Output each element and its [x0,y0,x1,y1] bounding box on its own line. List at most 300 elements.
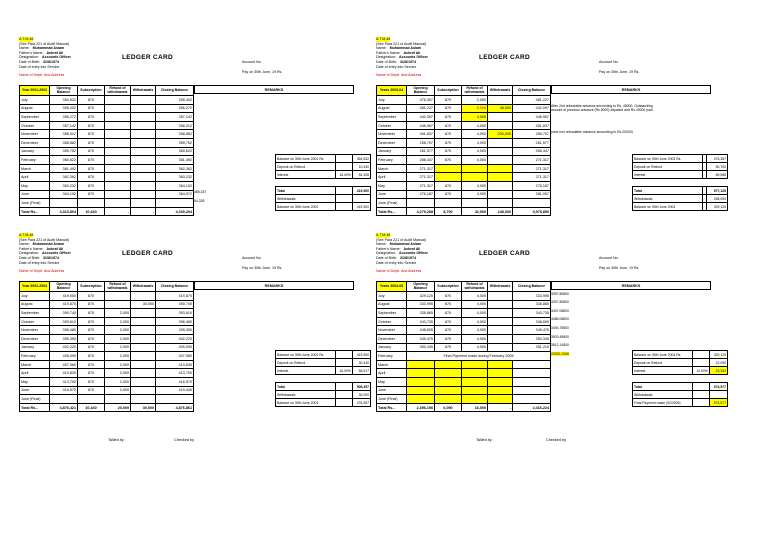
father-row-value: Ashraf Ali [403,246,421,251]
value-cell: 419,870 [156,292,194,301]
summary-row [276,399,371,407]
table-row [377,138,551,147]
column-header: Closing Balance [513,86,551,96]
ledger-table [19,85,194,216]
account-no-label: Account No. [242,256,262,260]
ledger-card-title: LEDGER CARD [122,250,173,257]
month-cell: October [20,121,50,130]
value-cell [105,121,131,130]
table-row [377,360,551,369]
value-cell [131,199,156,208]
father-row-label: Father's Name: [376,246,401,251]
summary-cell: Deposit on Refund [633,359,693,367]
value-cell: 271,317 [513,156,551,165]
table-row [377,130,551,139]
total-row [20,207,194,216]
value-cell: 271,317 [407,181,435,190]
table-row [20,199,194,208]
value-cell [407,199,435,208]
value-cell: 2,000 [105,377,131,386]
pay-label: Pay on 30th June, 19 Rs. [242,70,283,74]
value-cell [105,292,131,301]
father-row-value: Ashraf Ali [403,50,421,55]
value-cell: 870 [78,113,105,122]
summary-cell [706,179,727,187]
month-cell: Total Rs... [20,207,50,216]
value-cell [105,156,131,165]
table-row [377,164,551,173]
value-cell: 4,000 [462,300,488,309]
value-cell [513,386,551,395]
summary-row [276,171,371,179]
name-row-label: Name: [19,46,30,51]
value-cell [513,369,551,378]
value-cell [435,164,462,173]
summary-cell: Withdrawals [633,195,703,203]
panel-header [19,37,359,83]
value-cell: 360,622 [156,147,194,156]
ledger-panel-bl [19,233,369,410]
value-cell: 4,000 [462,309,488,318]
value-cell: 6,090 [435,403,462,412]
rule-line: (See Para 221 of Audit Manual) [376,237,427,242]
name-row-value: Muhammad Aslam [389,242,422,247]
ledger-card-title: LEDGER CARD [479,54,530,61]
value-cell [462,395,488,404]
footer-right-checked: Checked by [546,438,567,442]
rule-line: (See Para 221 of Audit Manual) [376,41,427,46]
footer-right-tallied: Tallied by [476,438,492,442]
summary-cell [692,375,709,383]
value-cell: 20,000 [105,403,131,412]
month-cell: July [377,96,407,105]
value-cell: 2,000 [105,309,131,318]
value-cell [407,395,435,404]
value-cell [131,377,156,386]
value-cell: 361,492 [50,164,78,173]
value-cell: 4,000 [462,138,488,147]
value-cell [462,369,488,378]
summary-cell [709,375,727,383]
dept-line: Name of Deptt. And Address [19,73,65,78]
value-cell: 2,000 [105,386,131,395]
balance-summary [275,154,371,211]
table-row [377,395,551,404]
value-cell [131,173,156,182]
month-cell: June [20,386,50,395]
summary-cell [335,375,352,383]
summary-row [276,179,371,187]
summary-cell: Interest [633,367,693,375]
value-cell: 4,876,861 [156,403,194,412]
value-cell: 357,142 [50,121,78,130]
summary-row [276,163,371,171]
dob-row-value: 3/28/1974 [399,255,416,260]
remark-text: 54,328 [194,198,205,203]
table-header-row [20,86,194,96]
summary-cell: Balance on 30th June 2002 Rs. [276,351,336,359]
month-cell: June (Final) [377,395,407,404]
value-cell: 343,735 [513,309,551,318]
table-row [377,386,551,395]
summary-cell [692,359,709,367]
summary-row [633,203,728,211]
value-cell [131,334,156,343]
summary-cell: 354,532 [352,155,370,163]
table-row [377,334,551,343]
ledger-panel-br [376,233,726,410]
value-cell: - [105,207,131,216]
value-cell: 4,000 [462,190,488,199]
table-row [20,96,194,105]
value-cell: 442,097 [513,104,551,113]
value-cell [131,386,156,395]
value-cell: 4,330,204 [156,207,194,216]
value-cell: 359,752 [156,138,194,147]
dob-row-value: 3/28/1974 [42,255,59,260]
column-header: Year 2002-2003 [20,282,50,292]
value-cell: 261,577 [407,147,435,156]
summary-cell: Balance on 30th June 2003 Rs. [633,155,703,163]
month-cell: Total Rs... [20,403,50,412]
month-cell: March [20,360,50,369]
summary-row [633,359,728,367]
month-cell: September [20,309,50,318]
ledger-card-title: LEDGER CARD [479,250,530,257]
value-cell [131,121,156,130]
value-cell: 2,416,224 [513,403,551,412]
table-row [20,326,194,335]
value-cell [488,138,513,147]
value-cell [488,343,513,352]
table-row [20,190,194,199]
table-row [377,352,551,361]
summary-cell [352,179,370,187]
value-cell [105,104,131,113]
value-cell: 419,440 [156,386,194,395]
value-cell: 870 [78,121,105,130]
value-cell: 396,480 [156,317,194,326]
month-cell: March [377,360,407,369]
value-cell [488,377,513,386]
value-cell [407,360,435,369]
value-cell: 348,605 [407,326,435,335]
value-cell: 870 [435,317,462,326]
month-cell: Total Rs... [377,403,407,412]
table-row [377,309,551,318]
summary-row [633,163,728,171]
summary-cell [633,375,693,383]
value-cell: 870 [78,147,105,156]
value-cell: 357,142 [156,113,194,122]
table-row [20,121,194,130]
panel-header [376,37,716,83]
value-cell: 870 [78,343,105,352]
pay-label: Pay on 30th June, 19 Rs. [599,70,640,74]
value-cell [78,199,105,208]
summary-row [633,195,728,203]
account-no-label: Account No. [599,256,619,260]
balance-summary [632,350,728,407]
summary-cell [709,391,727,399]
designation-row-value: Accounts Officer [41,251,71,256]
value-cell: 356,272 [50,113,78,122]
value-cell: 2,000 [105,360,131,369]
dob-row-label: Date of Birth: [19,59,40,64]
table-row [377,377,551,386]
month-cell: Total Rs... [377,207,407,216]
value-cell: 271,317 [407,164,435,173]
rule-line: (See Para 221 of Audit Manual) [19,237,70,242]
value-cell [513,377,551,386]
table-row [20,352,194,361]
value-cell: 870 [78,190,105,199]
remarks-header: REMARKS [194,281,354,290]
value-cell: 870 [78,326,105,335]
summary-row [276,187,371,195]
remark-text: 3397.80800 [551,291,569,296]
dob-row-value: 3/28/1974 [42,59,59,64]
value-cell: 10,440 [78,207,105,216]
table-row [377,190,551,199]
summary-cell: Deposit on Refund [276,163,336,171]
value-cell [131,156,156,165]
summary-cell: Total [633,187,703,195]
value-cell [131,104,156,113]
month-cell: September [377,113,407,122]
value-cell [488,173,513,182]
summary-cell: Total [276,383,336,391]
column-header: Refund of withdrawals [105,282,131,292]
value-cell: - [131,207,156,216]
value-cell [131,292,156,301]
value-cell: 390,740 [50,309,78,318]
value-cell [105,199,131,208]
value-cell: 359,752 [50,147,78,156]
value-cell [513,395,551,404]
month-cell: July [20,96,50,105]
summary-cell: Interest [276,171,336,179]
value-cell: 870 [78,309,105,318]
name-row-value: Muhammad Aslam [32,242,65,247]
value-cell [131,343,156,352]
summary-cell: 419,300 [352,351,370,359]
month-cell: November [377,130,407,139]
month-cell: June (Final) [377,199,407,208]
value-cell: 256,707 [513,130,551,139]
summary-cell [335,359,352,367]
value-cell: 419,000 [50,292,78,301]
value-cell: 390,740 [156,300,194,309]
summary-cell [335,391,352,399]
value-cell [131,96,156,105]
table-row [20,395,194,404]
value-cell: 2,000 [105,352,131,361]
value-cell [488,164,513,173]
summary-cell [335,187,352,195]
value-cell: 281,057 [513,190,551,199]
remark-text: After 2nd refundable advance amounting to Rs. 48000. Outstanding [551,104,653,109]
month-cell: October [377,121,407,130]
value-cell: 350,345 [407,343,435,352]
month-cell: July [20,292,50,301]
summary-row [276,391,371,399]
value-cell [131,317,156,326]
value-cell: 870 [78,96,105,105]
value-cell [435,360,462,369]
month-cell: January [377,343,407,352]
month-cell: August [20,300,50,309]
value-cell: 30,000 [131,403,156,412]
summary-cell: 476,357 [352,399,370,407]
remark-text: 385,187 [194,190,207,195]
value-cell: 364,102 [156,181,194,190]
value-cell: 8,000 [462,104,488,113]
footer-left-tallied: Tallied by [108,438,124,442]
value-cell: 364,102 [50,190,78,199]
entry-line: Date of entry into Service [19,260,60,265]
month-cell: April [20,369,50,378]
entry-line: Date of entry into Service [376,260,417,265]
account-no-label: Account No. [599,60,619,64]
remark-text: 3486.06800 [551,317,569,322]
column-header: Opening Balance [50,282,78,292]
name-row-value: Muhammad Aslam [389,46,422,51]
value-cell: 870 [435,309,462,318]
summary-cell: 30,440 [352,359,370,367]
value-cell: 355,402 [50,104,78,113]
value-cell [131,138,156,147]
ref-line: A.T.M-48 [376,233,391,237]
month-cell: November [377,326,407,335]
value-cell: 870 [435,96,462,105]
column-header: Subscription [78,86,105,96]
value-cell: 870 [78,386,105,395]
table-row [377,113,551,122]
value-cell: 870 [78,352,105,361]
value-cell: 407,960 [156,352,194,361]
table-row [377,96,551,105]
value-cell: 329,125 [407,292,435,301]
month-cell: November [20,130,50,139]
value-cell [462,164,488,173]
month-cell: August [377,300,407,309]
summary-cell: Total [633,383,693,391]
value-cell: 870 [78,173,105,182]
ref-line: A.T.M-48 [19,37,34,41]
ledger-table [376,281,551,412]
summary-row [276,359,371,367]
dob-row-value: 3/28/1974 [399,59,416,64]
value-cell: 358,012 [50,130,78,139]
table-row [377,173,551,182]
summary-cell: Interest [276,367,336,375]
value-cell: 48,000 [488,104,513,113]
value-cell: 266,447 [513,147,551,156]
value-cell [488,190,513,199]
ledger-panel-tr [376,37,726,214]
value-cell: 870 [78,156,105,165]
value-cell [131,326,156,335]
value-cell: 30,000 [131,300,156,309]
month-cell: January [377,147,407,156]
value-cell: 416,570 [156,377,194,386]
value-cell: 870 [435,343,462,352]
summary-cell: 16.00% [335,367,352,375]
value-cell: 355,402 [156,96,194,105]
summary-cell: Balance on 30th June 2003 [276,399,336,407]
value-cell [488,360,513,369]
value-cell: 4,000 [462,317,488,326]
value-cell: 451,837 [513,121,551,130]
value-cell [105,130,131,139]
designation-row-value: Accounts Officer [398,55,428,60]
value-cell [156,395,194,404]
value-cell [105,181,131,190]
summary-cell: 12.00% [692,367,709,375]
value-cell: 256,707 [407,138,435,147]
month-cell: December [20,138,50,147]
value-cell [131,190,156,199]
month-cell: September [20,113,50,122]
summary-cell: 69,068 [706,171,727,179]
name-row-label: Name: [376,242,387,247]
value-cell [105,138,131,147]
value-cell: 416,570 [50,386,78,395]
value-cell: 870 [435,130,462,139]
value-cell [488,181,513,190]
value-cell [407,377,435,386]
summary-row [276,367,371,375]
value-cell: 870 [78,292,105,301]
value-cell: 8,700 [435,207,462,216]
value-cell [513,360,551,369]
value-cell: 349,475 [513,326,551,335]
table-header-row [377,282,551,292]
summary-cell: Withdrawals [276,391,336,399]
month-cell: May [377,181,407,190]
value-cell: 870 [78,334,105,343]
column-header: Years 2004-05 [377,282,407,292]
table-row [377,317,551,326]
value-cell: 870 [78,138,105,147]
summary-cell: Balance on 30th June 2004 [633,203,703,211]
month-cell: August [377,104,407,113]
summary-cell: Total [276,187,336,195]
value-cell: 870 [78,317,105,326]
summary-row [276,195,371,203]
table-row [20,104,194,113]
summary-cell: 16.00% [335,171,352,179]
table-row [377,369,551,378]
month-cell: January [20,343,50,352]
summary-cell: 23,332 [709,367,727,375]
summary-row [633,171,728,179]
remark-text: 23252.2065 [551,351,569,356]
ledger-card-title: LEDGER CARD [122,54,173,61]
month-cell: February [20,156,50,165]
designation-row-label: Designation: [19,251,39,256]
month-cell: February [377,352,407,361]
value-cell: 399,350 [50,334,78,343]
month-cell: December [377,334,407,343]
value-cell: 419,870 [50,300,78,309]
month-cell: June [377,386,407,395]
value-cell: 350,345 [513,334,551,343]
month-cell: June [20,190,50,199]
remarks-header: REMARKS [551,281,711,290]
value-cell: 870 [435,334,462,343]
